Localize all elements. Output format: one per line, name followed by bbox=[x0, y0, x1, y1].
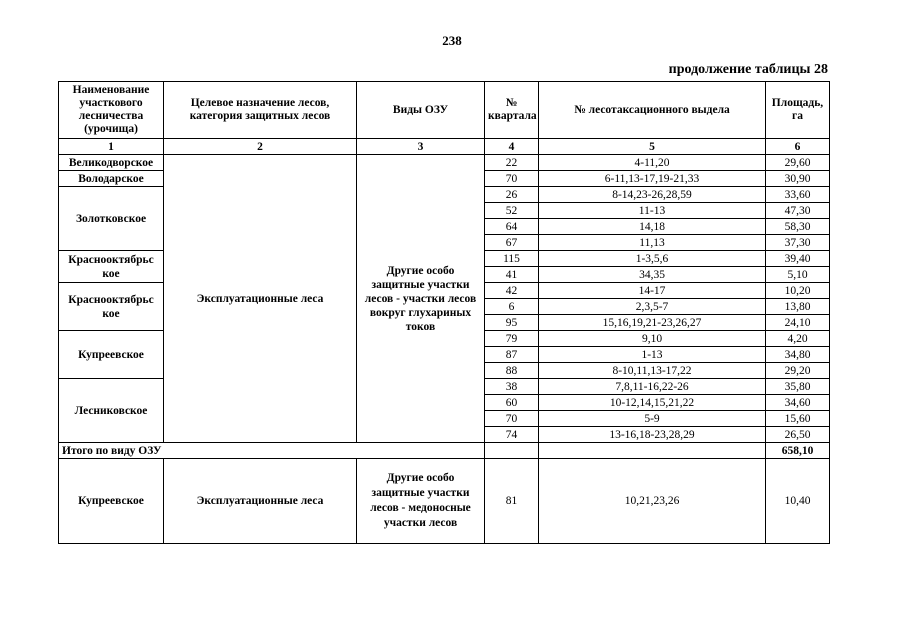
quarter-number: 38 bbox=[485, 379, 539, 395]
allotment-numbers: 10,21,23,26 bbox=[539, 459, 766, 544]
allotment-numbers: 15,16,19,21-23,26,27 bbox=[539, 315, 766, 331]
quarter-number: 81 bbox=[485, 459, 539, 544]
total-label: Итого по виду ОЗУ bbox=[59, 443, 485, 459]
allotment-numbers: 2,3,5-7 bbox=[539, 299, 766, 315]
column-header-purpose: Целевое назначение лесов, категория защитных лесов bbox=[164, 82, 357, 139]
area-value: 10,20 bbox=[766, 283, 830, 299]
table-continuation-label: продолжение таблицы 28 bbox=[668, 62, 828, 77]
quarter-number: 6 bbox=[485, 299, 539, 315]
ozu-type-cell: Другие особо защитные участки лесов - медоносные участки лесов bbox=[357, 459, 485, 544]
forest-table bbox=[58, 81, 830, 544]
table-row bbox=[59, 155, 830, 171]
column-number: 1 bbox=[59, 139, 164, 155]
allotment-numbers: 8-14,23-26,28,59 bbox=[539, 187, 766, 203]
quarter-number: 60 bbox=[485, 395, 539, 411]
area-value: 4,20 bbox=[766, 331, 830, 347]
allotment-numbers: 13-16,18-23,28,29 bbox=[539, 427, 766, 443]
column-header-ozu-type: Виды ОЗУ bbox=[357, 82, 485, 139]
column-number: 2 bbox=[164, 139, 357, 155]
table-row bbox=[59, 459, 830, 544]
allotment-numbers: 11-13 bbox=[539, 203, 766, 219]
district-name: Краснооктябрьс кое bbox=[59, 251, 164, 283]
quarter-number: 115 bbox=[485, 251, 539, 267]
quarter-number: 79 bbox=[485, 331, 539, 347]
column-header-allotment: № лесотаксационного выдела bbox=[539, 82, 766, 139]
ozu-type-cell: Другие особо защитные участки лесов - участки лесов вокруг глухариных токов bbox=[357, 155, 485, 443]
district-name: Краснооктябрьс кое bbox=[59, 283, 164, 331]
allotment-numbers: 14,18 bbox=[539, 219, 766, 235]
quarter-number: 88 bbox=[485, 363, 539, 379]
total-empty-cell bbox=[539, 443, 766, 459]
quarter-number: 42 bbox=[485, 283, 539, 299]
area-value: 47,30 bbox=[766, 203, 830, 219]
area-value: 15,60 bbox=[766, 411, 830, 427]
allotment-numbers: 34,35 bbox=[539, 267, 766, 283]
allotment-numbers: 14-17 bbox=[539, 283, 766, 299]
total-row bbox=[59, 443, 830, 459]
area-value: 5,10 bbox=[766, 267, 830, 283]
total-area: 658,10 bbox=[766, 443, 830, 459]
area-value: 24,10 bbox=[766, 315, 830, 331]
column-header-area: Площадь, га bbox=[766, 82, 830, 139]
allotment-numbers: 10-12,14,15,21,22 bbox=[539, 395, 766, 411]
area-value: 39,40 bbox=[766, 251, 830, 267]
allotment-numbers: 11,13 bbox=[539, 235, 766, 251]
column-number-row bbox=[59, 139, 830, 155]
quarter-number: 74 bbox=[485, 427, 539, 443]
district-name: Купреевское bbox=[59, 459, 164, 544]
area-value: 35,80 bbox=[766, 379, 830, 395]
allotment-numbers: 6-11,13-17,19-21,33 bbox=[539, 171, 766, 187]
district-name: Володарское bbox=[59, 171, 164, 187]
quarter-number: 64 bbox=[485, 219, 539, 235]
area-value: 10,40 bbox=[766, 459, 830, 544]
area-value: 37,30 bbox=[766, 235, 830, 251]
column-number: 6 bbox=[766, 139, 830, 155]
column-number: 4 bbox=[485, 139, 539, 155]
quarter-number: 70 bbox=[485, 411, 539, 427]
allotment-numbers: 9,10 bbox=[539, 331, 766, 347]
allotment-numbers: 8-10,11,13-17,22 bbox=[539, 363, 766, 379]
allotment-numbers: 1-13 bbox=[539, 347, 766, 363]
quarter-number: 52 bbox=[485, 203, 539, 219]
allotment-numbers: 4-11,20 bbox=[539, 155, 766, 171]
quarter-number: 22 bbox=[485, 155, 539, 171]
area-value: 29,60 bbox=[766, 155, 830, 171]
district-name: Лесниковское bbox=[59, 379, 164, 443]
header-row bbox=[59, 82, 830, 139]
column-header-quarter: № квартала bbox=[485, 82, 539, 139]
column-number: 5 bbox=[539, 139, 766, 155]
quarter-number: 70 bbox=[485, 171, 539, 187]
allotment-numbers: 5-9 bbox=[539, 411, 766, 427]
total-empty-cell bbox=[485, 443, 539, 459]
allotment-numbers: 1-3,5,6 bbox=[539, 251, 766, 267]
area-value: 30,90 bbox=[766, 171, 830, 187]
allotment-numbers: 7,8,11-16,22-26 bbox=[539, 379, 766, 395]
page-number: 238 bbox=[442, 33, 462, 48]
quarter-number: 87 bbox=[485, 347, 539, 363]
column-header-district: Наименование участкового лесничества (урочища) bbox=[59, 82, 164, 139]
area-value: 29,20 bbox=[766, 363, 830, 379]
forest-purpose-cell: Эксплуатационные леса bbox=[164, 459, 357, 544]
area-value: 34,60 bbox=[766, 395, 830, 411]
area-value: 58,30 bbox=[766, 219, 830, 235]
district-name: Купреевское bbox=[59, 331, 164, 379]
area-value: 13,80 bbox=[766, 299, 830, 315]
column-number: 3 bbox=[357, 139, 485, 155]
quarter-number: 67 bbox=[485, 235, 539, 251]
district-name: Великодворское bbox=[59, 155, 164, 171]
area-value: 34,80 bbox=[766, 347, 830, 363]
district-name: Золотковское bbox=[59, 187, 164, 251]
quarter-number: 95 bbox=[485, 315, 539, 331]
forest-purpose-cell: Эксплуатационные леса bbox=[164, 155, 357, 443]
area-value: 26,50 bbox=[766, 427, 830, 443]
area-value: 33,60 bbox=[766, 187, 830, 203]
quarter-number: 41 bbox=[485, 267, 539, 283]
quarter-number: 26 bbox=[485, 187, 539, 203]
